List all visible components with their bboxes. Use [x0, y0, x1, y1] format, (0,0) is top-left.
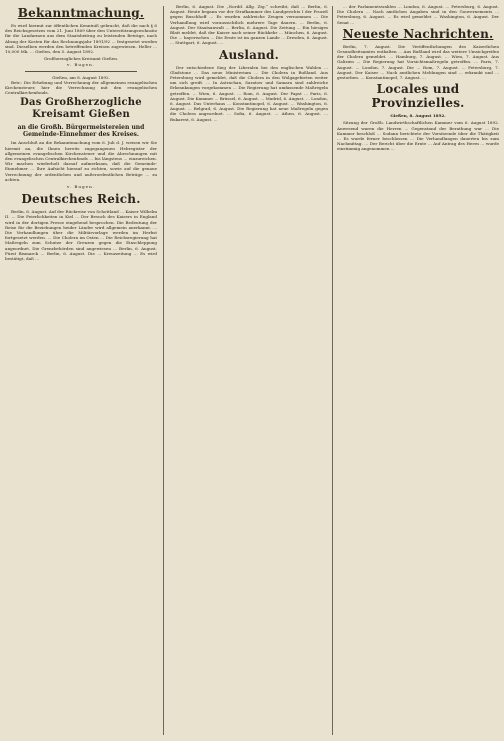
bekanntmachung-heading: Bekanntmachung. [17, 6, 145, 20]
col3-top-body: ... der Parlamentswahlen ... London, 6. August. ... Petersburg, 6. August. Die Cholera ... Nach amtlichen Angaben sind in den Gouvernements ... Petersburg, 6. August. ... Es wird gemeldet ... Washington, 6. August. Der Senat ... [337, 4, 499, 25]
lokales-heading: Locales und Provinzielles. [371, 82, 465, 111]
notice-body: Betr.: Die Erhebung und Verrechnung der allgemeinen evangelischen Kirchensteuer, hier die Verrechnung mit den evangelischen Centralkirchenfonds. [5, 79, 157, 96]
bekanntmachung-signature: v. Bugen. [66, 62, 96, 68]
kreisamt-signature: v. Bugen. [66, 184, 96, 190]
column-3 [337, 4, 499, 737]
column-divider [332, 6, 333, 735]
col2-top-body: Berlin, 6. August. Die „Nordd. Allg. Ztg.“ schreibt, daß ... Berlin, 6. August. Heute begann vor der Strafkammer des Landgerichts I der Prozeß gegen Buschhoff ... Es wurden zahlreiche Zeugen vernommen ... Die Verhandlung wird voraussichtlich mehrere Tage dauern. ... Berlin, 6. August. Der Staatsanwalt ... Berlin, 6. August. Die Zeitung ... Ein hiesiges Blatt meldet, daß der Kaiser nach seiner Rückkehr ... München, 6. August. Die ... bayerischen ... Die Ernte ist im ganzen Lande ... Dresden, 6. August. ... Stuttgart, 6. August. ... [170, 4, 328, 46]
kreisamt-subheading: an die Großh. Bürgermeistereien und Gemeinde-Einnehmer des Kreises. [17, 124, 145, 139]
neueste-nachrichten-body: Berlin, 7. August. Die Veröffentlichungen des Kaiserlichen Gesundheitsamtes enthalten ... Aus Rußland wird das weitere Umsichgreifen der Cholera gemeldet. ... Hamburg, 7. August. ... Wien, 7. August. Aus Galizien ... Die Regierung hat Vorsichtsmaßregeln getroffen. ... Paris, 7. August. ... London, 7. August. Die ... Rom, 7. August. ... Petersburg, 7. August. Der Kaiser ... Nach amtlichen Meldungen sind ... erkrankt und ... gestorben. ... Konstantinopel, 7. August. ... [337, 43, 499, 81]
notice-date: Gießen, am 8. August 1892. [52, 74, 110, 80]
neueste-nachrichten-heading: Neueste Nachrichten. [342, 26, 494, 41]
column-2 [170, 4, 328, 737]
ausland-heading: Ausland. [218, 47, 280, 62]
column-1 [5, 4, 157, 737]
kreisamt-body: Im Anschluß an die Bekanntmachung vom 6. Juli d. J. weisen wir Sie hiermit an, die Ihnen bereits zugegangenen Hebregister der allgemeinen evangelischen Kirchensteuer und die Abrechnungen mit den evangelischen Centralkirchenfonds ... bis längstens ... einzureichen. Wir machen wiederholt darauf aufmerksam, daß die Gemeinde-Einnehmer ... Ihre Aufsicht hierauf zu richten, sowie auf die genaue Verrechnung der ordentlichen und außerordentlichen Beträge ... zu achten. [5, 140, 157, 182]
ausland-body: Der entschiedene Sieg der Liberalen bei den englischen Wahlen ... Gladstone ... Das neue Ministerium ... Die Cholera in Rußland. Aus Petersburg wird gemeldet, daß die Cholera in den Wolgagebieten weiter um sich greift. ... In Astrachan, Saratow und Samara sind zahlreiche Erkrankungen vorgekommen ... Die Regierung hat umfassende Maßregeln getroffen. ... Wien, 6. August. ... Rom, 6. August. Der Papst ... Paris, 6. August. Die Kammer ... Brüssel, 6. August. ... Madrid, 6. August. ... London, 6. August. Das Unterhaus ... Konstantinopel, 6. August. ... Washington, 6. August. ... Belgrad, 6. August. Die Regierung hat neue Maßregeln gegen die Cholera angeordnet. ... Sofia, 6. August. ... Athen, 6. August. ... Bukarest, 6. August. ... [170, 64, 328, 122]
kreisamt-heading: Das Großherzogliche Kreisamt Gießen [20, 97, 142, 121]
bekanntmachung-body: Es wird hiermit zur öffentlichen Kenntniß gebracht, daß die nach § 6 des Reichsgesetzes vom 21. Juni 1869 über den Unterstützungswohnsitz für die Landarmen aus dem Staatsbeitrag zu leistenden Beträge, nach Abzug der Kosten für das Rechnungsjahr 1891/92 ... festgesetzt worden sind. Dieselben werden den betreffenden Kreisen zugewiesen. Heller ... 10,000 Mk. ... Gießen, den 5. August 1892. [5, 23, 157, 55]
lokales-body: Sitzung der Großh. Landwirthschaftlichen Kammer vom 6. August 1892. Anwesend waren die Herren ... Gegenstand der Berathung war ... Die Kammer beschloß ... Sodann berichtete der Vorsitzende über die Thätigkeit ... Es wurde ferner beschlossen ... Die Verhandlungen dauerten bis zum Nachmittag. ... Der Bericht über die Ernte ... Auf Antrag des Herrn ... wurde einstimmig angenommen ... [337, 120, 499, 152]
bekanntmachung-office: Großherzogliches Kreisamt Gießen. [43, 56, 119, 62]
deutsches-reich-body: Berlin, 6. August. Auf der Rückreise von Schottland ... Kaiser Wilhelm II. ... Die Feierlichkeiten in Kiel ... Der Besuch des Kaisers in England wird in der dortigen Presse eingehend besprochen. Die Bedeutung der Reise für die Beziehungen beider Länder wird allgemein anerkannt. ... Die Verhandlungen über die Militärvorlage werden im Herbst fortgesetzt werden. ... Die Cholera im Osten ... Die Reichsregierung hat Maßregeln zum Schutze der Grenzen gegen die Einschleppung angeordnet. Die Grenzbehörden sind angewiesen ... Berlin, 6. August. Fürst Bismarck ... Berlin, 6. August. Die ... Kreuzzeitung ... Es wird bestätigt, daß ... [5, 209, 157, 262]
separator-rule [25, 71, 137, 72]
lokales-date: Gießen, 8. August 1892. [390, 113, 446, 119]
deutsches-reich-heading: Deutsches Reich. [21, 192, 141, 207]
column-divider [163, 6, 164, 735]
